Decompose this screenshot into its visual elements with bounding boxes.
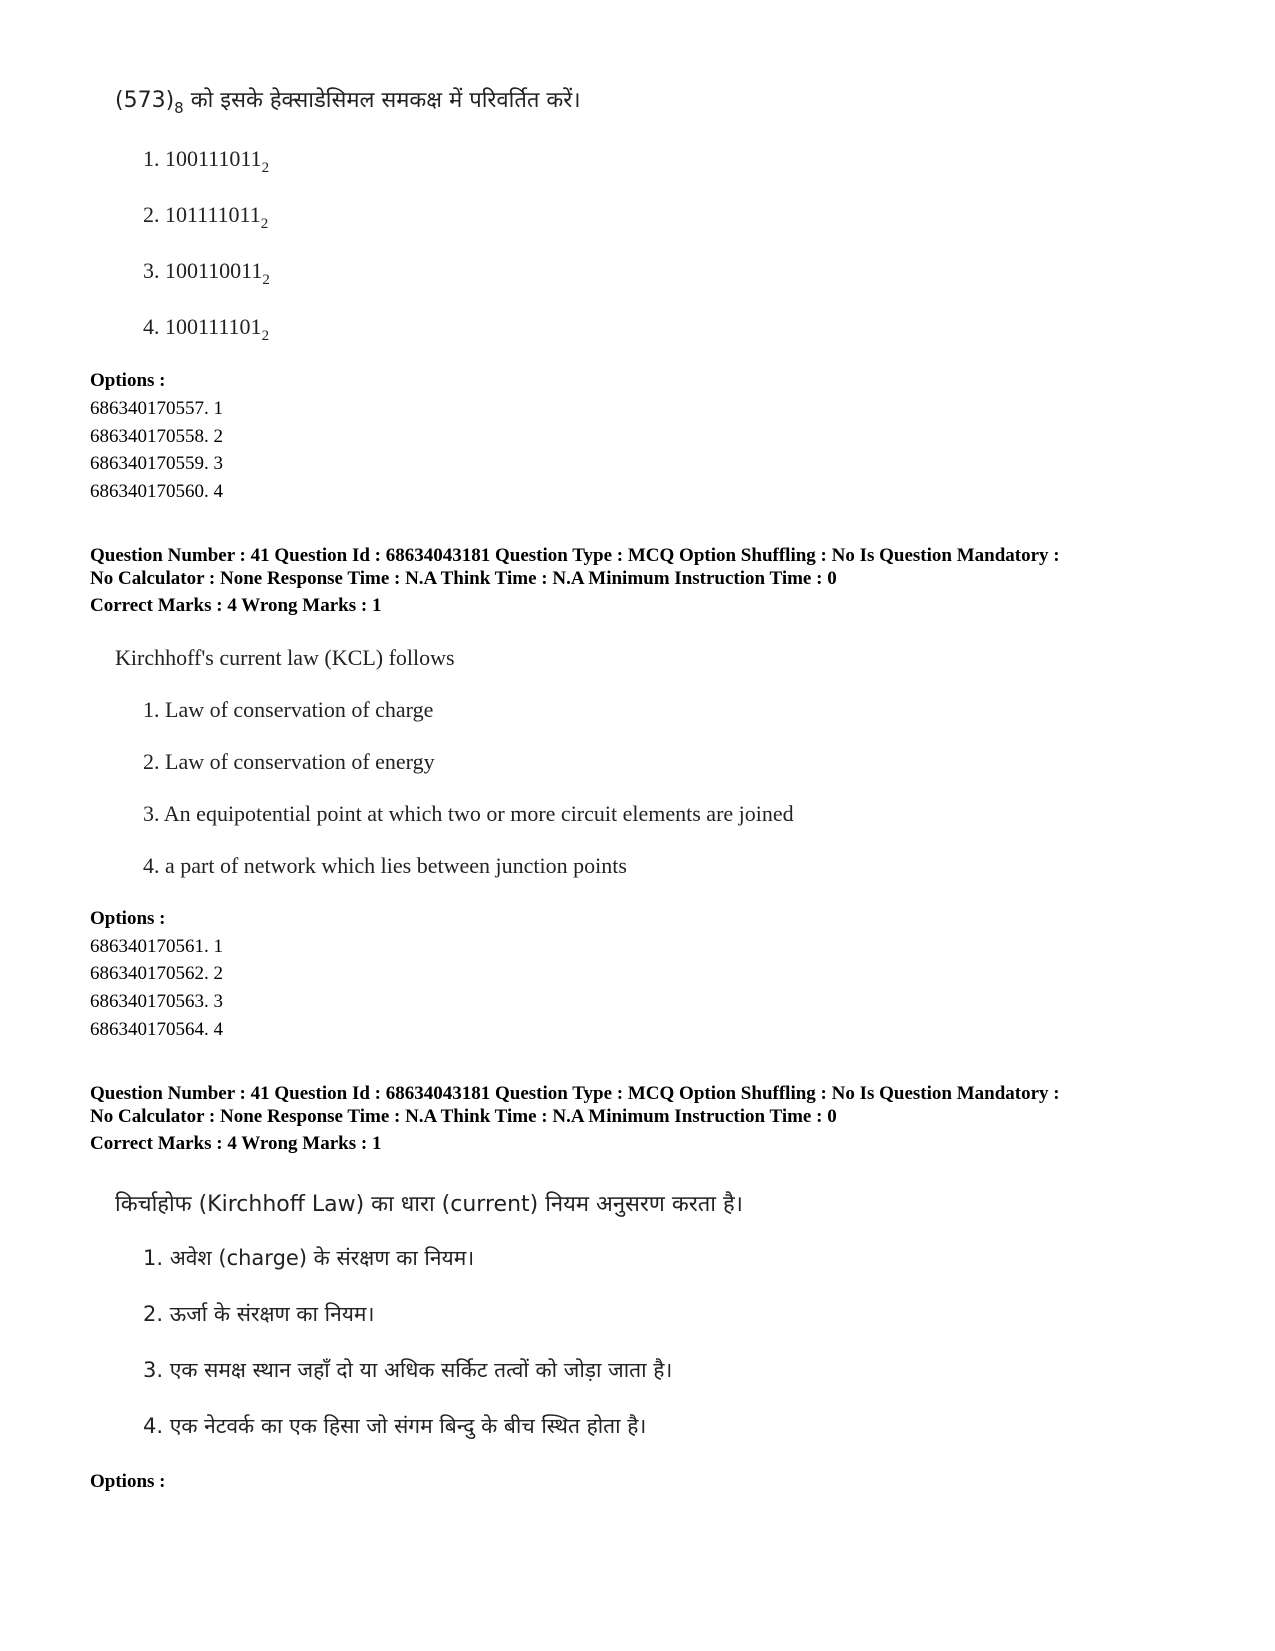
q41-hi-options-label: Options : — [90, 1471, 166, 1492]
q41-en-question: Kirchhoff's current law (KCL) follows — [115, 645, 455, 670]
q40-question-text: को इसके हेक्साडेसिमल समकक्ष में परिवर्तित करें। — [183, 88, 581, 113]
q40-option-2-value: 101111011 — [165, 202, 261, 227]
q40-option-3-subscript: 2 — [262, 272, 270, 288]
q40-option-id-3: 686340170559. 3 — [90, 453, 223, 474]
q40-option-id-4: 686340170560. 4 — [90, 481, 223, 502]
q41-en-option-4: 4. a part of network which lies between junction points — [143, 853, 627, 878]
q40-option-id-2: 686340170558. 2 — [90, 426, 223, 447]
q40-option-1 — [143, 146, 269, 177]
q41-en-option-id-4: 686340170564. 4 — [90, 1019, 223, 1040]
q40-option-2-number: 2. — [143, 202, 160, 227]
q40-option-3-value: 100110011 — [165, 258, 263, 283]
q41-hi-option-1: 1. अवेश (charge) के संरक्षण का नियम। — [143, 1246, 475, 1270]
q41-en-marks: Correct Marks : 4 Wrong Marks : 1 — [90, 595, 382, 616]
q41-hi-option-3: 3. एक समक्ष स्थान जहाँ दो या अधिक सर्किट तत्वों को जोड़ा जाता है। — [143, 1358, 673, 1382]
q41-en-meta-line1: Question Number : 41 Question Id : 68634043181 Question Type : MCQ Option Shuffling : No Is Question Mandatory : — [90, 545, 1060, 566]
q41-en-option-id-2: 686340170562. 2 — [90, 963, 223, 984]
q40-options-label: Options : — [90, 370, 166, 391]
q40-option-3 — [143, 258, 270, 289]
q41-en-meta-line2: No Calculator : None Response Time : N.A Think Time : N.A Minimum Instruction Time : 0 — [90, 568, 837, 589]
q40-option-4-subscript: 2 — [261, 328, 270, 344]
q41-en-option-3: 3. An equipotential point at which two or more circuit elements are joined — [143, 801, 794, 826]
q41-hi-option-2: 2. ऊर्जा के संरक्षण का नियम। — [143, 1302, 375, 1326]
q40-option-1-number: 1. — [143, 146, 160, 171]
q41-hi-meta-line1: Question Number : 41 Question Id : 68634043181 Question Type : MCQ Option Shuffling : No Is Question Mandatory : — [90, 1083, 1060, 1104]
q41-en-option-id-1: 686340170561. 1 — [90, 936, 223, 957]
q41-hi-question: किर्चाहोफ (Kirchhoff Law) का धारा (current) नियम अनुसरण करता है। — [115, 1192, 743, 1217]
q41-en-option-1: 1. Law of conservation of charge — [143, 697, 434, 722]
q40-question-base: (573) — [115, 88, 175, 113]
q41-en-option-id-3: 686340170563. 3 — [90, 991, 223, 1012]
q41-hi-option-4: 4. एक नेटवर्क का एक हिसा जो संगम बिन्दु के बीच स्थित होता है। — [143, 1414, 647, 1438]
q40-option-id-1: 686340170557. 1 — [90, 398, 223, 419]
q40-option-1-value: 100111011 — [165, 146, 262, 171]
q40-option-2 — [143, 202, 268, 233]
q40-question-subscript: 8 — [174, 99, 184, 117]
q41-en-option-2: 2. Law of conservation of energy — [143, 749, 435, 774]
q40-option-3-number: 3. — [143, 258, 160, 283]
q40-option-4-value: 100111101 — [165, 314, 262, 339]
q40-option-4-number: 4. — [143, 314, 160, 339]
q40-option-1-subscript: 2 — [261, 160, 270, 176]
q40-option-2-subscript: 2 — [260, 216, 269, 232]
q40-question — [115, 84, 581, 117]
q41-hi-meta-line2: No Calculator : None Response Time : N.A Think Time : N.A Minimum Instruction Time : 0 — [90, 1106, 837, 1127]
q40-option-4 — [143, 314, 269, 345]
q41-hi-marks: Correct Marks : 4 Wrong Marks : 1 — [90, 1133, 382, 1154]
q41-en-options-label: Options : — [90, 908, 166, 929]
